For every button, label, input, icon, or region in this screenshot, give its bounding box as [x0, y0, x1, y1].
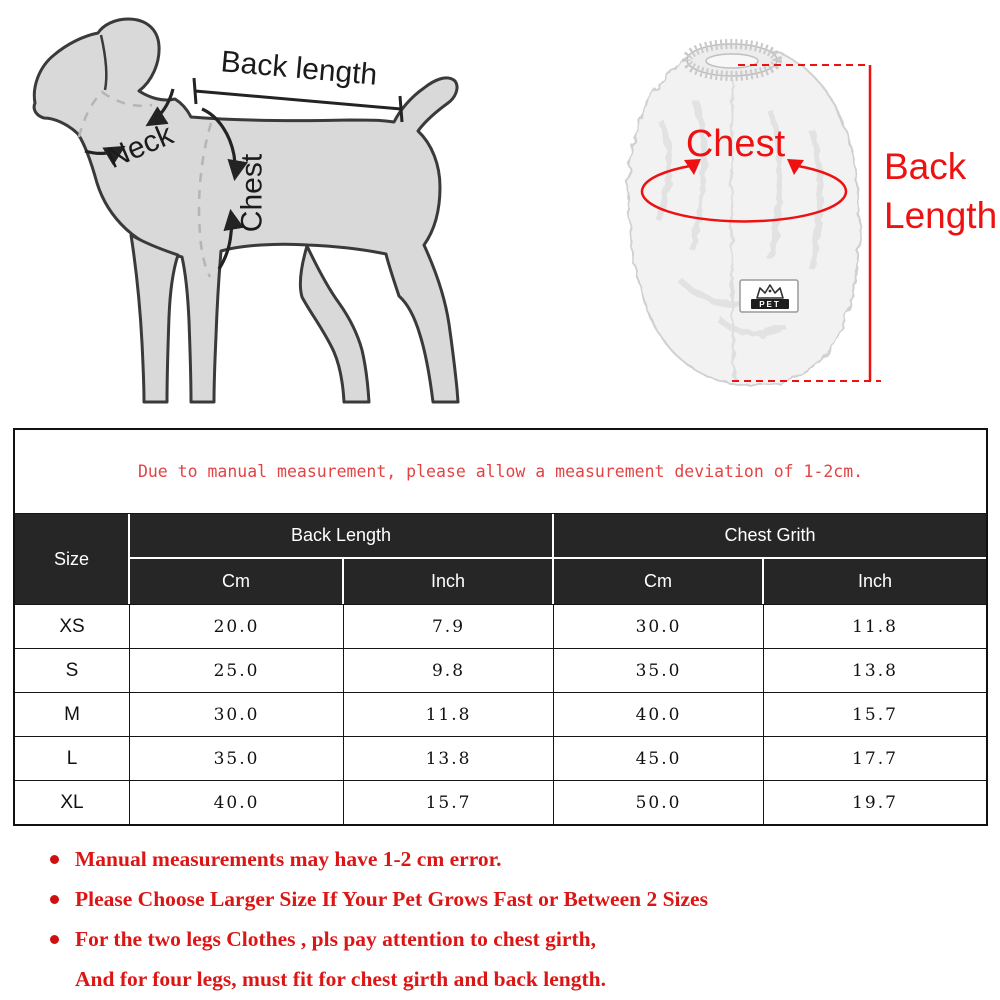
vest-body [628, 51, 859, 385]
dog-neck-label: Neck [102, 117, 178, 176]
size-column-header: Size [15, 514, 130, 604]
table-group-header-row [15, 514, 986, 559]
note-item: And for four legs, must fit for chest girth and back length. [75, 966, 606, 991]
unit-header: Cm [554, 559, 764, 604]
unit-header: Cm [130, 559, 344, 604]
size-table [13, 428, 988, 826]
dog-back-length-label: Back length [219, 45, 379, 92]
unit-header: Inch [764, 559, 986, 604]
bullet-icon [50, 935, 59, 944]
bullet-icon [50, 895, 59, 904]
bullet-icon [50, 855, 59, 864]
note-item: For the two legs Clothes , pls pay attention to chest girth, [38, 919, 968, 959]
table-row: M 30.0 11.8 40.0 15.7 [15, 692, 986, 736]
chest-girth-header: Chest Grith [554, 514, 986, 559]
measurement-notice: Due to manual measurement, please allow a measurement deviation of 1-2cm. [15, 430, 986, 514]
table-row: L 35.0 13.8 45.0 17.7 [15, 736, 986, 780]
dog-chest-label: Chest [235, 153, 269, 233]
tag-text: PET [759, 300, 781, 309]
note-item: Please Choose Larger Size If Your Pet Grows Fast or Between 2 Sizes [38, 879, 968, 919]
note-item: Manual measurements may have 1-2 cm error. [38, 839, 968, 879]
table-row: XL 40.0 15.7 50.0 19.7 [15, 780, 986, 824]
vest-collar [687, 44, 777, 76]
table-row: S 25.0 9.8 35.0 13.8 [15, 648, 986, 692]
unit-header: Inch [344, 559, 554, 604]
back-length-header: Back Length [130, 514, 554, 559]
notes-section [38, 839, 968, 999]
table-row: XS 20.0 7.9 30.0 11.8 [15, 604, 986, 648]
product-back-length-label: Back Length [884, 146, 998, 236]
product-chest-label: Chest [685, 123, 786, 165]
table-notice-row [15, 430, 986, 514]
table-unit-header-row [15, 559, 986, 604]
brand-tag [740, 280, 798, 312]
